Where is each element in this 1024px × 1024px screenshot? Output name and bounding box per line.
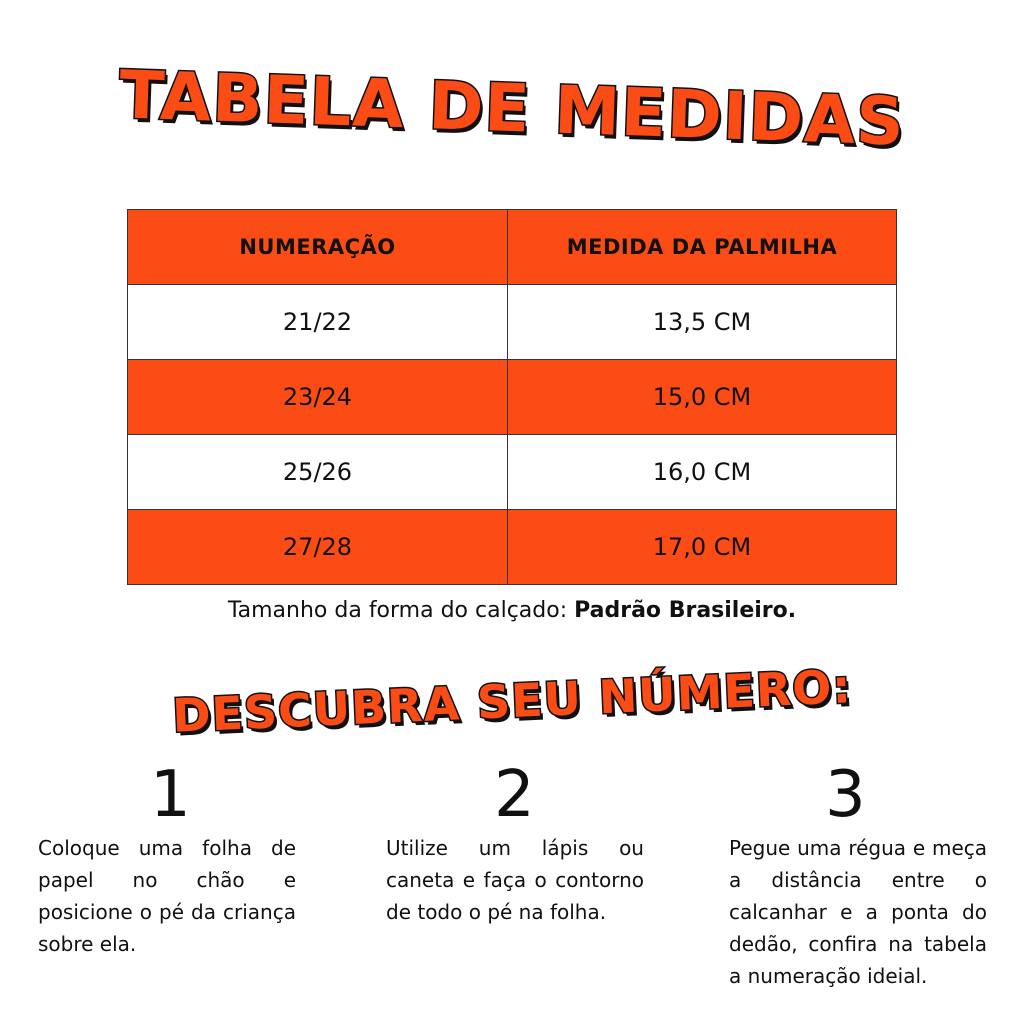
table-row [128,360,897,435]
step-text: Pegue uma régua e meça a distância entre o calcanhar e a ponta do dedão, confira na tabela a numeração ideial. [729,836,987,988]
size-cell: 21/22 [128,285,508,360]
step-number: 3 [825,758,866,832]
table-row [128,435,897,510]
step-1 [38,760,296,960]
step-number: 1 [150,758,191,832]
size-cell: 23/24 [128,360,508,435]
table-header-row [128,210,897,285]
size-cell: 27/28 [128,510,508,585]
page-title: TABELA DE MEDIDAS [117,56,907,161]
size-cell: 25/26 [128,435,508,510]
measure-cell: 16,0 CM [508,435,897,510]
measure-cell: 13,5 CM [508,285,897,360]
step-3 [729,760,987,992]
section-title: DESCUBRA SEU NÚMERO: [171,659,853,743]
step-number: 2 [494,758,535,832]
shoe-standard-note [0,598,1024,623]
table-row [128,285,897,360]
measure-cell: 15,0 CM [508,360,897,435]
measure-cell: 17,0 CM [508,510,897,585]
step-2 [386,760,644,928]
step-text: Coloque uma folha de papel no chão e posicione o pé da criança sobre ela. [38,836,296,956]
note-prefix: Tamanho da forma do calçado: [227,598,575,623]
header-numeracao: NUMERAÇÃO [128,210,508,285]
step-text: Utilize um lápis ou caneta e faça o contorno de todo o pé na folha. [386,836,644,924]
header-medida: MEDIDA DA PALMILHA [508,210,897,285]
table-row [128,510,897,585]
note-standard: Padrão Brasileiro. [574,598,797,623]
size-table [127,209,897,585]
